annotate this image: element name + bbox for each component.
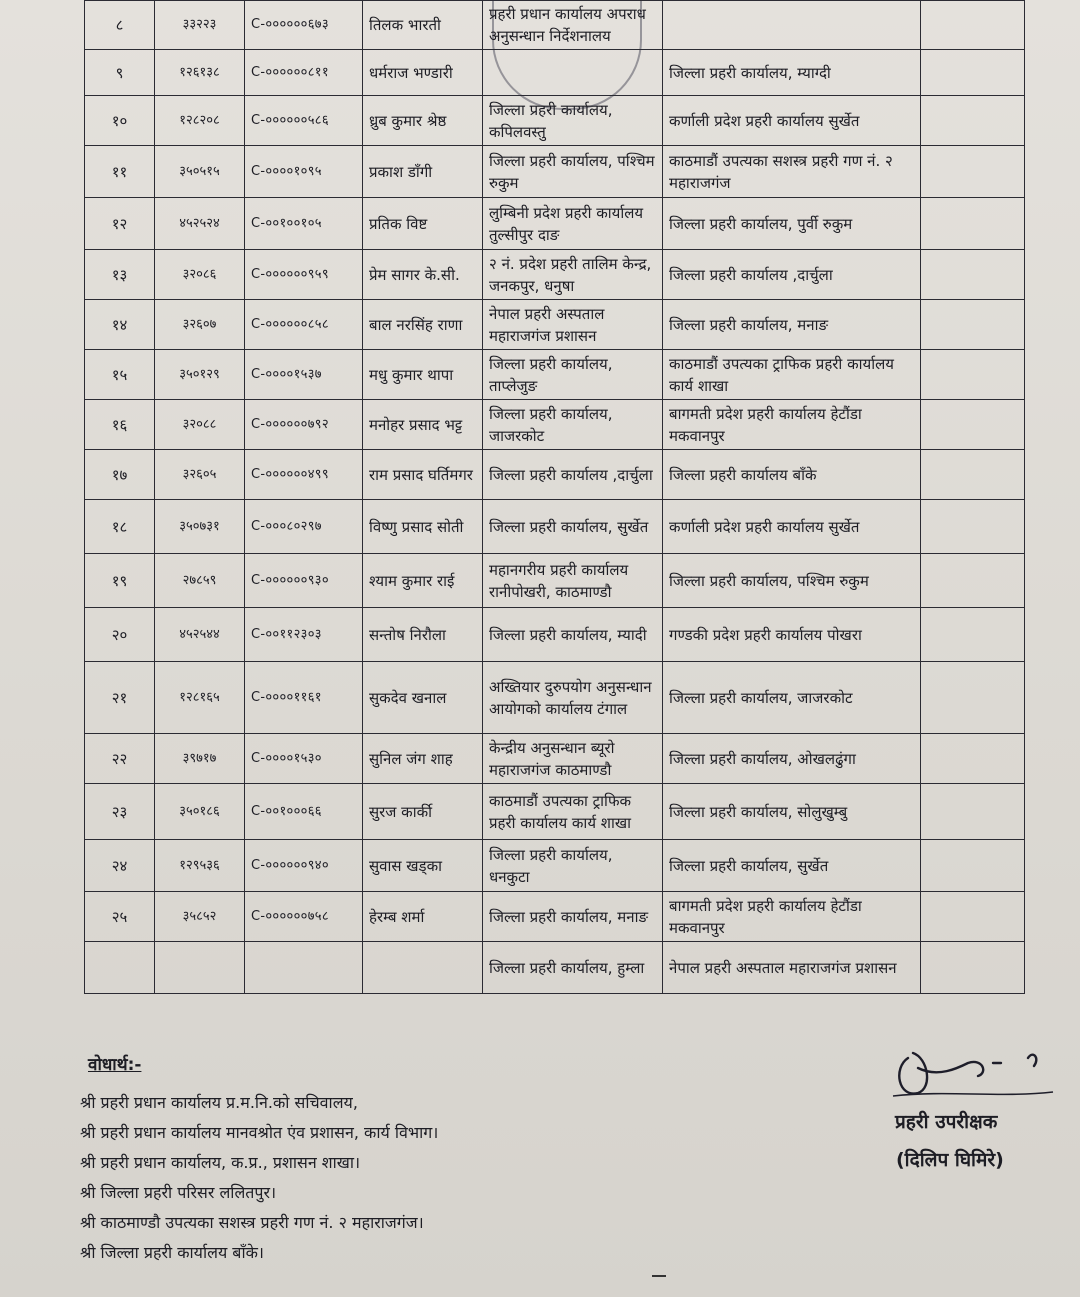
serial-number-cell: ११ [85,146,155,198]
serial-number-cell: १७ [85,450,155,500]
name-cell: सुवास खड्का [363,840,483,892]
code-number-cell: C-००००००७५८ [245,892,363,942]
id-number-cell: ३५०१२९ [155,350,245,400]
current-office-cell: जिल्ला प्रहरी कार्यालय, ताप्लेजुङ [483,350,663,400]
transfer-table-container [84,0,1024,994]
table-row [85,50,1025,96]
page-mark [652,1275,666,1277]
id-number-cell: ३५८५२ [155,892,245,942]
remarks-cell [921,96,1025,146]
serial-number-cell: ८ [85,1,155,50]
current-office-cell: अख्तियार दुरुपयोग अनुसन्धान आयोगको कार्यालय टंगाल [483,662,663,734]
name-cell: विष्णु प्रसाद सोती [363,500,483,554]
current-office-cell: जिल्ला प्रहरी कार्यालय, कपिलवस्तु [483,96,663,146]
current-office-cell: जिल्ला प्रहरी कार्यालय, जाजरकोट [483,400,663,450]
remarks-cell [921,554,1025,608]
remarks-cell [921,350,1025,400]
name-cell: सन्तोष निरौला [363,608,483,662]
code-number-cell: C-००११२३०३ [245,608,363,662]
name-cell: सुनिल जंग शाह [363,734,483,784]
serial-number-cell: १२ [85,198,155,250]
table-row [85,400,1025,450]
id-number-cell: ३२६०७ [155,300,245,350]
transfer-office-cell: कर्णाली प्रदेश प्रहरी कार्यालय सुर्खेत [663,500,921,554]
serial-number-cell: १९ [85,554,155,608]
serial-number-cell: २० [85,608,155,662]
table-row [85,784,1025,840]
table-row [85,554,1025,608]
serial-number-cell: १८ [85,500,155,554]
id-number-cell: ४५२५२४ [155,198,245,250]
remarks-cell [921,450,1025,500]
current-office-cell: जिल्ला प्रहरी कार्यालय ,दार्चुला [483,450,663,500]
transfer-office-cell: जिल्ला प्रहरी कार्यालय, जाजरकोट [663,662,921,734]
serial-number-cell: १५ [85,350,155,400]
current-office-cell: काठमाडौं उपत्यका ट्राफिक प्रहरी कार्यालय कार्य शाखा [483,784,663,840]
serial-number-cell: १४ [85,300,155,350]
transfer-table-body [85,1,1025,994]
remarks-cell [921,300,1025,350]
recipient-line: श्री जिल्ला प्रहरी परिसर ललितपुर। [80,1183,277,1202]
name-cell: सुकदेव खनाल [363,662,483,734]
current-office-cell: प्रहरी प्रधान कार्यालय अपराध अनुसन्धान निर्देशनालय [483,1,663,50]
id-number-cell: ३५०१८६ [155,784,245,840]
transfer-office-cell: जिल्ला प्रहरी कार्यालय ,दार्चुला [663,250,921,300]
bodhartha-heading: वोधार्थ:- [88,1055,142,1075]
remarks-cell [921,198,1025,250]
id-number-cell: २७८५९ [155,554,245,608]
transfer-office-cell: गण्डकी प्रदेश प्रहरी कार्यालय पोखरा [663,608,921,662]
remarks-cell [921,892,1025,942]
name-cell: प्रकाश डाँगी [363,146,483,198]
name-cell: बाल नरसिंह राणा [363,300,483,350]
name-cell: प्रेम सागर के.सी. [363,250,483,300]
serial-number-cell: २१ [85,662,155,734]
id-number-cell: १२६१३८ [155,50,245,96]
table-row [85,96,1025,146]
remarks-cell [921,500,1025,554]
recipient-line: श्री काठमाण्डौ उपत्यका सशस्त्र प्रहरी गण नं. २ महाराजगंज। [80,1213,424,1232]
current-office-cell: जिल्ला प्रहरी कार्यालय, सुर्खेत [483,500,663,554]
table-row [85,840,1025,892]
current-office-cell: नेपाल प्रहरी अस्पताल महाराजगंज प्रशासन [483,300,663,350]
recipient-line: श्री जिल्ला प्रहरी कार्यालय बाँके। [80,1243,264,1262]
remarks-cell [921,662,1025,734]
code-number-cell: C-००००००७९२ [245,400,363,450]
serial-number-cell: १० [85,96,155,146]
code-number-cell: C-००००००८११ [245,50,363,96]
signer-name: (दिलिप घिमिरे) [896,1149,1004,1171]
code-number-cell: C-००००००९४० [245,840,363,892]
transfer-office-cell: जिल्ला प्रहरी कार्यालय, मनाङ [663,300,921,350]
recipient-line: श्री प्रहरी प्रधान कार्यालय प्र.म.नि.को सचिवालय, [80,1093,358,1112]
code-number-cell: C-००००१५३० [245,734,363,784]
table-row [85,300,1025,350]
current-office-cell [483,50,663,96]
current-office-cell: लुम्बिनी प्रदेश प्रहरी कार्यालय तुल्सीपुर दाङ [483,198,663,250]
table-row [85,734,1025,784]
serial-number-cell: ९ [85,50,155,96]
remarks-cell [921,784,1025,840]
transfer-office-cell [663,1,921,50]
transfer-office-cell: जिल्ला प्रहरी कार्यालय, सुर्खेत [663,840,921,892]
current-office-cell: केन्द्रीय अनुसन्धान ब्यूरो महाराजगंज काठमाण्डौ [483,734,663,784]
code-number-cell: C-००००१०९५ [245,146,363,198]
signer-title: प्रहरी उपरीक्षक [895,1111,998,1133]
id-number-cell: ३५०७३१ [155,500,245,554]
remarks-cell [921,840,1025,892]
name-cell: हेरम्ब शर्मा [363,892,483,942]
transfer-office-cell: नेपाल प्रहरी अस्पताल महाराजगंज प्रशासन [663,942,921,994]
id-number-cell: १२८१६५ [155,662,245,734]
name-cell: राम प्रसाद घर्तिमगर [363,450,483,500]
code-number-cell: C-००१०००६६ [245,784,363,840]
table-row [85,450,1025,500]
transfer-office-cell: काठमाडौं उपत्यका सशस्त्र प्रहरी गण नं. २ महाराजगंज [663,146,921,198]
name-cell: सुरज कार्की [363,784,483,840]
transfer-office-cell: जिल्ला प्रहरी कार्यालय, पुर्वी रुकुम [663,198,921,250]
code-number-cell: C-००००१५३७ [245,350,363,400]
serial-number-cell: १३ [85,250,155,300]
transfer-office-cell: जिल्ला प्रहरी कार्यालय, म्याग्दी [663,50,921,96]
transfer-table [84,0,1025,994]
code-number-cell: C-००१००१०५ [245,198,363,250]
transfer-office-cell: काठमाडौं उपत्यका ट्राफिक प्रहरी कार्यालय कार्य शाखा [663,350,921,400]
remarks-cell [921,400,1025,450]
code-number-cell: C-००००००६७३ [245,1,363,50]
current-office-cell: २ नं. प्रदेश प्रहरी तालिम केन्द्र, जनकपुर, धनुषा [483,250,663,300]
serial-number-cell: २५ [85,892,155,942]
code-number-cell: C-००००००८५८ [245,300,363,350]
transfer-office-cell: जिल्ला प्रहरी कार्यालय, पश्चिम रुकुम [663,554,921,608]
name-cell: मनोहर प्रसाद भट्ट [363,400,483,450]
current-office-cell: जिल्ला प्रहरी कार्यालय, म्यादी [483,608,663,662]
id-number-cell: ३५०५१५ [155,146,245,198]
remarks-cell [921,250,1025,300]
recipients-list [80,1088,438,1268]
table-row [85,892,1025,942]
name-cell: ध्रुब कुमार श्रेष्ठ [363,96,483,146]
table-row [85,500,1025,554]
name-cell: मधु कुमार थापा [363,350,483,400]
id-number-cell: ३९७१७ [155,734,245,784]
transfer-office-cell: जिल्ला प्रहरी कार्यालय बाँके [663,450,921,500]
name-cell: श्याम कुमार राई [363,554,483,608]
code-number-cell: C-००००११६१ [245,662,363,734]
table-row [85,608,1025,662]
remarks-cell [921,1,1025,50]
remarks-cell [921,146,1025,198]
transfer-office-cell: जिल्ला प्रहरी कार्यालय, सोलुखुम्बु [663,784,921,840]
id-number-cell [155,942,245,994]
remarks-cell [921,50,1025,96]
code-number-cell [245,942,363,994]
current-office-cell: जिल्ला प्रहरी कार्यालय, धनकुटा [483,840,663,892]
table-row [85,350,1025,400]
current-office-cell: जिल्ला प्रहरी कार्यालय, हुम्ला [483,942,663,994]
table-row [85,146,1025,198]
remarks-cell [921,608,1025,662]
serial-number-cell: २२ [85,734,155,784]
recipient-line: श्री प्रहरी प्रधान कार्यालय मानवश्रोत एंव प्रशासन, कार्य विभाग। [80,1123,439,1142]
current-office-cell: जिल्ला प्रहरी कार्यालय, मनाङ [483,892,663,942]
transfer-office-cell: बागमती प्रदेश प्रहरी कार्यालय हेटौंडा मकवानपुर [663,892,921,942]
serial-number-cell: १६ [85,400,155,450]
handwritten-signature [888,1038,1058,1108]
recipient-line: श्री प्रहरी प्रधान कार्यालय, क.प्र., प्रशासन शाखा। [80,1153,361,1172]
remarks-cell [921,942,1025,994]
transfer-office-cell: बागमती प्रदेश प्रहरी कार्यालय हेटौंडा मकवानपुर [663,400,921,450]
id-number-cell: ४५२५४४ [155,608,245,662]
transfer-office-cell: जिल्ला प्रहरी कार्यालय, ओखलढुंगा [663,734,921,784]
table-row [85,662,1025,734]
id-number-cell: ३२६०५ [155,450,245,500]
code-number-cell: C-००००००९५९ [245,250,363,300]
id-number-cell: ३३२२३ [155,1,245,50]
serial-number-cell: २४ [85,840,155,892]
id-number-cell: १२८२०८ [155,96,245,146]
code-number-cell: C-००००००९३० [245,554,363,608]
table-row [85,1,1025,50]
current-office-cell: महानगरीय प्रहरी कार्यालय रानीपोखरी, काठमाण्डौ [483,554,663,608]
name-cell [363,942,483,994]
name-cell: तिलक भारती [363,1,483,50]
code-number-cell: C-००००००५८६ [245,96,363,146]
code-number-cell: C-०००८०२९७ [245,500,363,554]
id-number-cell: ३२०८८ [155,400,245,450]
id-number-cell: ३२०८६ [155,250,245,300]
serial-number-cell [85,942,155,994]
table-row [85,250,1025,300]
id-number-cell: १२९५३६ [155,840,245,892]
remarks-cell [921,734,1025,784]
transfer-office-cell: कर्णाली प्रदेश प्रहरी कार्यालय सुर्खेत [663,96,921,146]
name-cell: प्रतिक विष्ट [363,198,483,250]
code-number-cell: C-००००००४९९ [245,450,363,500]
serial-number-cell: २३ [85,784,155,840]
current-office-cell: जिल्ला प्रहरी कार्यालय, पश्चिम रुकुम [483,146,663,198]
table-row [85,942,1025,994]
table-row [85,198,1025,250]
name-cell: धर्मराज भण्डारी [363,50,483,96]
